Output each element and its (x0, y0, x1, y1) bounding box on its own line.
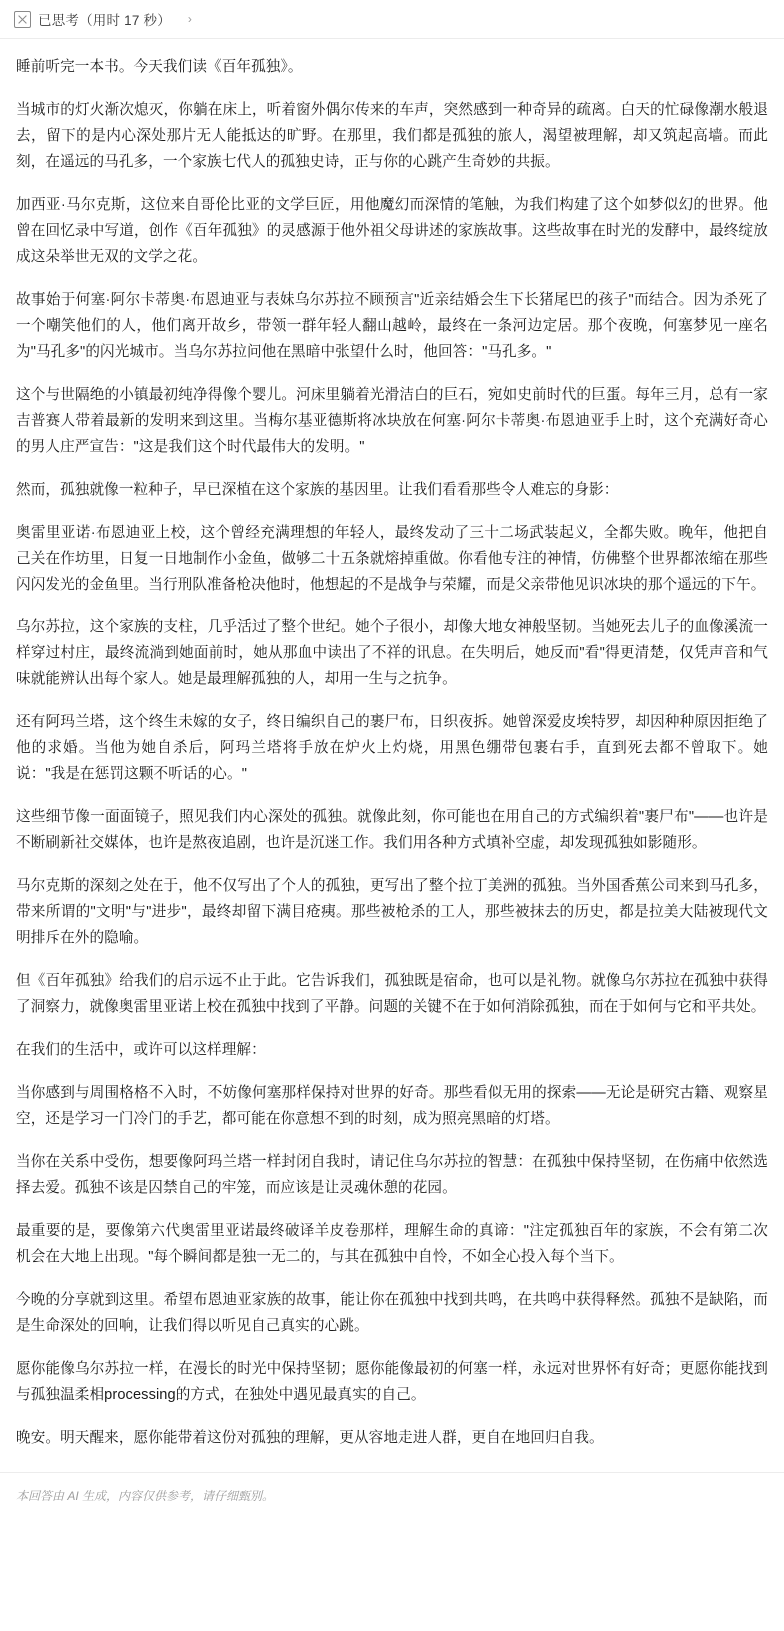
article-paragraph: 奥雷里亚诺·布恩迪亚上校，这个曾经充满理想的年轻人，最终发动了三十二场武装起义，全都失败。晚年，他把自己关在作坊里，日复一日地制作小金鱼，做够二十五条就熔掉重做。你看他专注的神情，仿佛整个世界都浓缩在那些闪闪发光的金鱼里。当行刑队准备枪决他时，他想起的不是战争与荣耀，而是父亲带他见识冰块的那个遥远的下午。 (16, 524, 768, 593)
article-paragraph: 当你感到与周围格格不入时，不妨像何塞那样保持对世界的好奇。那些看似无用的探索——无论是研究古籍、观察星空，还是学习一门冷门的手艺，都可能在你意想不到的时刻，成为照亮黑暗的灯塔。 (16, 1085, 768, 1127)
article-paragraph: 最重要的是，要像第六代奥雷里亚诺最终破译羊皮卷那样，理解生命的真谛："注定孤独百年的家族，不会有第二次机会在大地上出现。"每个瞬间都是独一无二的，与其在孤独中自怜，不如全心投入每个当下。 (16, 1222, 768, 1265)
article-paragraph: 马尔克斯的深刻之处在于，他不仅写出了个人的孤独，更写出了整个拉丁美洲的孤独。当外国香蕉公司来到马孔多，带来所谓的"文明"与"进步"，最终却留下满目疮痍。那些被枪杀的工人，那些被抹去的历史，都是拉美大陆被现代文明排斥在外的隐喻。 (16, 878, 768, 947)
article-paragraph: 当城市的灯火渐次熄灭，你躺在床上，听着窗外偶尔传来的车声，突然感到一种奇异的疏离。白天的忙碌像潮水般退去，留下的是内心深处那片无人能抵达的旷野。在那里，我们都是孤独的旅人，渴望被理解，却又筑起高墙。而此刻，在遥远的马孔多，一个家族七代人的孤独史诗，正与你的心跳产生奇妙的共振。 (16, 101, 768, 170)
article-paragraph: 愿你能像乌尔苏拉一样，在漫长的时光中保持坚韧；愿你能像最初的何塞一样，永远对世界怀有好奇；更愿你能找到与孤独温柔相processing的方式，在独处中遇见最真实的自己。 (16, 1360, 768, 1403)
article-paragraph: 但《百年孤独》给我们的启示远不止于此。它告诉我们，孤独既是宿命，也可以是礼物。就像乌尔苏拉在孤独中获得了洞察力，就像奥雷里亚诺上校在孤独中找到了平静。问题的关键不在于如何消除孤独，而在于如何与它和平共处。 (16, 973, 768, 1016)
article-paragraph: 这些细节像一面面镜子，照见我们内心深处的孤独。就像此刻，你可能也在用自己的方式编织着"裹尸布"——也许是不断刷新社交媒体，也许是熬夜追剧，也许是沉迷工作。我们用各种方式填补空虚，却发现孤独如影随形。 (16, 809, 768, 852)
article-paragraph: 今晚的分享就到这里。希望布恩迪亚家族的故事，能让你在孤独中找到共鸣，在共鸣中获得释然。孤独不是缺陷，而是生命深处的回响，让我们得以听见自己真实的心跳。 (16, 1291, 768, 1334)
article-paragraph: 晚安。明天醒来，愿你能带着这份对孤独的理解，更从容地走进人群，更自在地回归自我。 (16, 1429, 604, 1446)
thinking-status-bar[interactable] (0, 0, 784, 39)
article-paragraph: 当你在关系中受伤，想要像阿玛兰塔一样封闭自我时，请记住乌尔苏拉的智慧：在孤独中保持坚韧，在伤痛中依然选择去爱。孤独不该是囚禁自己的牢笼，而应该是让灵魂休憩的花园。 (16, 1153, 768, 1196)
chevron-right-icon[interactable]: › (187, 12, 192, 26)
article-paragraph: 乌尔苏拉，这个家族的支柱，几乎活过了整个世纪。她个子很小，却像大地女神般坚韧。当她死去儿子的血像溪流一样穿过村庄，最终流淌到她面前时，她从那血中读出了不祥的讯息。在失明后，她反而"看"得更清楚，仅凭声音和气味就能辨认出每个家人。她是最理解孤独的人，却用一生与之抗争。 (16, 619, 768, 688)
article-paragraph: 这个与世隔绝的小镇最初纯净得像个婴儿。河床里躺着光滑洁白的巨石，宛如史前时代的巨蛋。每年三月，总有一家吉普赛人带着最新的发明来到这里。当梅尔基亚德斯将冰块放在何塞·阿尔卡蒂奥·布恩迪亚手上时，这个充满好奇心的男人庄严宣告："这是我们这个时代最伟大的发明。" (16, 386, 768, 455)
thinking-label: 已思考（用时 17 秒） (38, 13, 171, 28)
article-paragraph: 然而，孤独就像一粒种子，早已深植在这个家族的基因里。让我们看看那些令人难忘的身影： (16, 481, 619, 498)
disclaimer-footer (0, 1472, 784, 1522)
article-body (0, 39, 784, 1460)
article-paragraph: 睡前听完一本书。今天我们读《百年孤独》。 (16, 59, 303, 75)
article-paragraph: 故事始于何塞·阿尔卡蒂奥·布恩迪亚与表妹乌尔苏拉不顾预言"近亲结婚会生下长猪尾巴的孩子"而结合。因为杀死了一个嘲笑他们的人，他们离开故乡，带领一群年轻人翻山越岭，最终在一条河边定居。那个夜晚，何塞梦见一座名为"马孔多"的闪光城市。当乌尔苏拉问他在黑暗中张望什么时，他回答："马孔多。" (16, 291, 768, 360)
ai-disclaimer-text: 本回答由 AI 生成，内容仅供参考，请仔细甄别。 (16, 1488, 275, 1503)
article-paragraph: 还有阿玛兰塔，这个终生未嫁的女子，终日编织自己的裹尸布，日织夜拆。她曾深爱皮埃特罗，却因种种原因拒绝了他的求婚。当他为她自杀后，阿玛兰塔将手放在炉火上灼烧，用黑色绷带包裹右手，直到死去都不曾取下。她说："我是在惩罚这颗不听话的心。" (16, 714, 768, 783)
article-paragraph: 加西亚·马尔克斯，这位来自哥伦比亚的文学巨匠，用他魔幻而深情的笔触，为我们构建了这个如梦似幻的世界。他曾在回忆录中写道，创作《百年孤独》的灵感源于他外祖父母讲述的家族故事。这些故事在时光的发酵中，最终绽放成这朵举世无双的文学之花。 (16, 196, 768, 265)
thinking-diamond-icon (14, 11, 31, 28)
article-paragraph: 在我们的生活中，或许可以这样理解： (16, 1042, 266, 1059)
